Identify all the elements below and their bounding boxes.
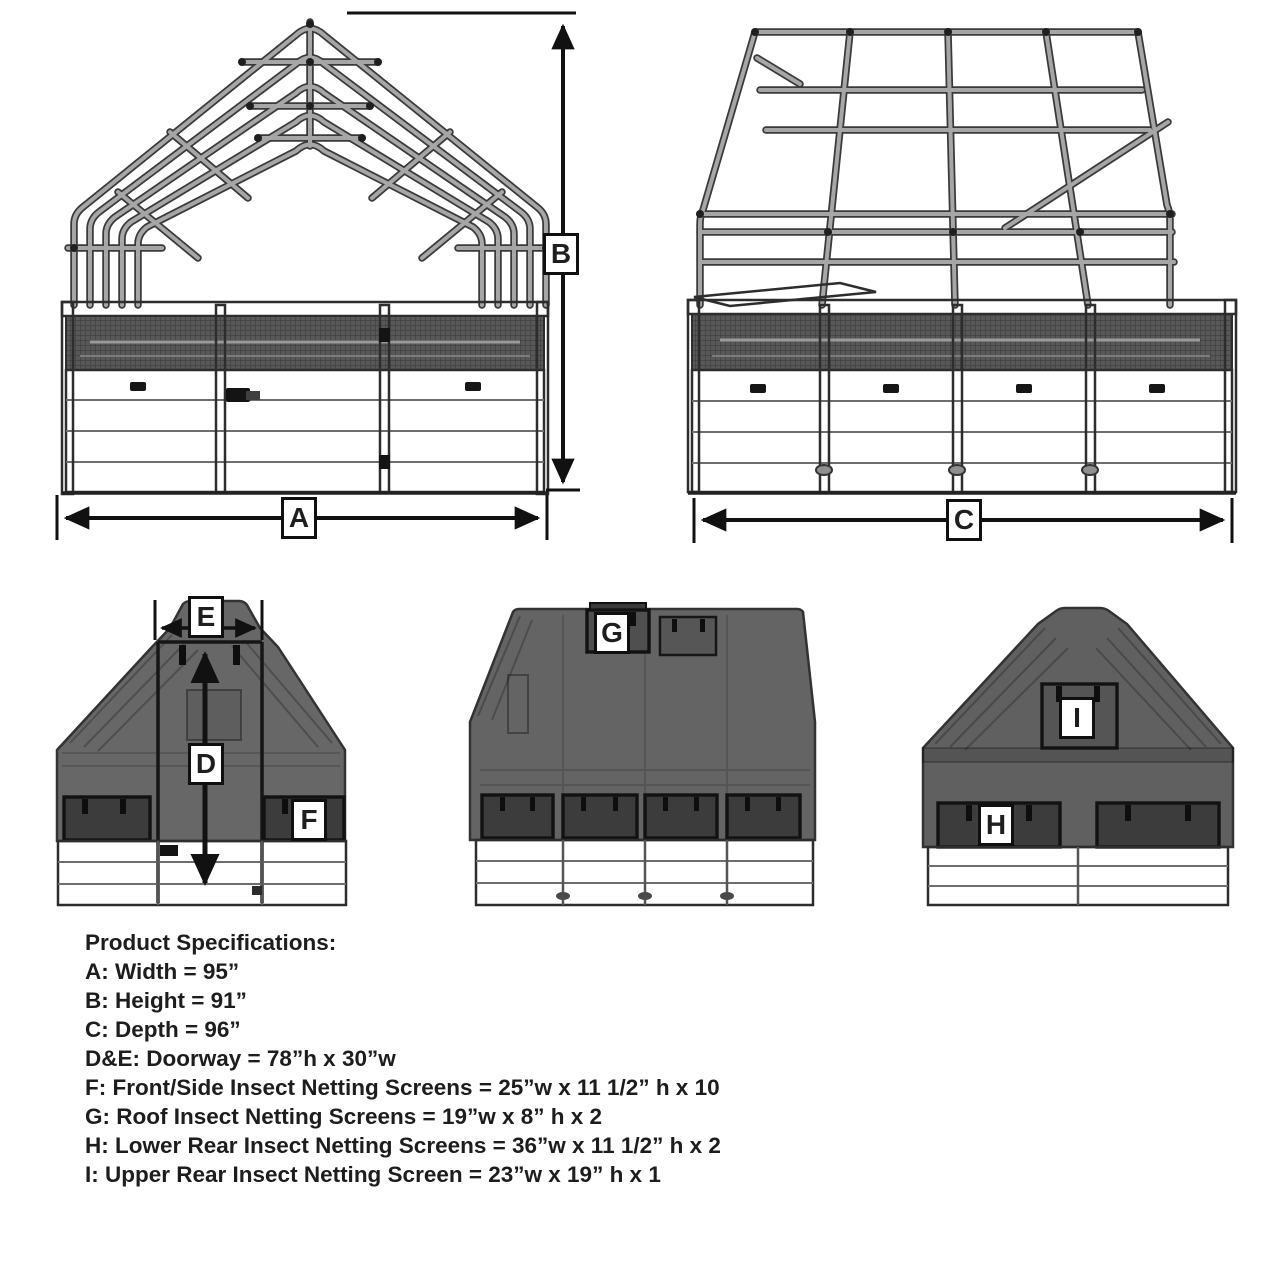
dimension-label-h: H [978,804,1014,846]
spec-line-roof-screens: G: Roof Insect Netting Screens = 19”w x 8” h x 2 [85,1104,603,1129]
side-view-drawing [688,28,1236,493]
roof-netting-screen [660,617,716,655]
dimension-label-f: F [291,799,327,841]
panel-handle [465,382,481,391]
lower-rear-netting-screen [1097,803,1219,847]
dimension-label-g: G [594,612,630,654]
dimension-label-b: B [543,233,579,275]
lid-board [694,283,876,306]
dimension-label-e: E [188,596,224,638]
dimension-label-i: I [1059,697,1095,739]
spec-line-height: B: Height = 91” [85,988,247,1013]
spec-line-lower-rear-screens: H: Lower Rear Insect Netting Screens = 36”w x 11 1/2” h x 2 [85,1133,721,1158]
side-netting-screen [482,795,553,838]
side-netting-screen [727,795,800,838]
covered-rear-view [923,608,1233,905]
spec-line-front-side-screens: F: Front/Side Insect Netting Screens = 25”w x 11 1/2” h x 10 [85,1075,720,1100]
spec-line-width: A: Width = 95” [85,959,240,984]
spec-line-depth: C: Depth = 96” [85,1017,241,1042]
dimension-label-c: C [946,499,982,541]
covered-side-view [470,603,815,905]
side-netting-screen [563,795,637,838]
side-netting-screen [645,795,717,838]
spec-line-upper-rear-screen: I: Upper Rear Insect Netting Screen = 23”w x 19” h x 1 [85,1162,661,1187]
panel-handle [130,382,146,391]
front-view-drawing [62,20,552,494]
front-bed-box [58,841,346,905]
specs-title: Product Specifications: [85,930,337,955]
dimension-label-d: D [188,743,224,785]
front-netting-screen [64,797,150,840]
dimension-label-a: A [281,497,317,539]
product-specifications [85,928,721,1189]
spec-line-doorway: D&E: Doorway = 78”h x 30”w [85,1046,396,1071]
